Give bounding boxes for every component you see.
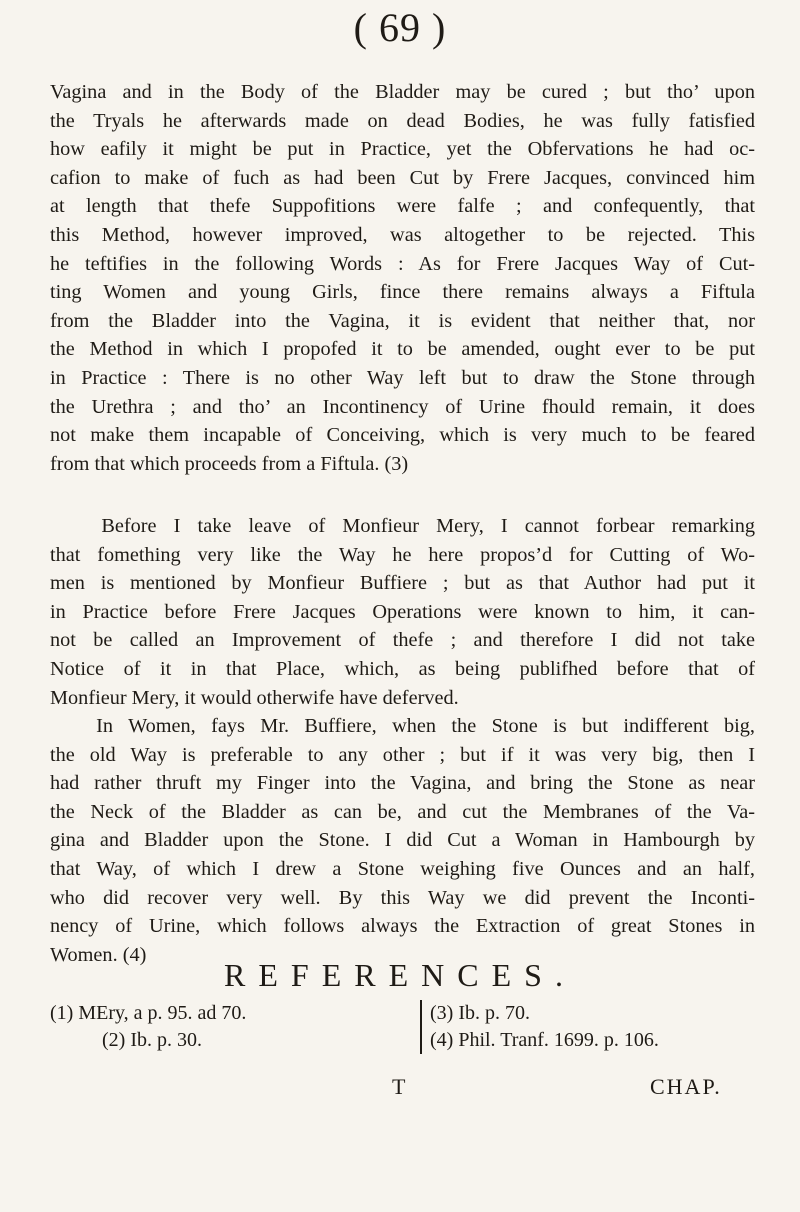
text-line: nency of Urine, which follows always the Extraction of great Stones in: [50, 915, 755, 938]
text-line: how eafily it might be put in Practice, yet the Obfervations he had oc-: [50, 138, 755, 161]
text-line: who did recover very well. By this Way we did prevent the Inconti-: [50, 886, 755, 909]
paragraph-2: [50, 512, 755, 712]
text-line: Before I take leave of Monfieur Mery, I cannot forbear remarking: [50, 515, 755, 537]
text-line: In Women, fays Mr. Buffiere, when the Stone is but indifferent big,: [50, 715, 755, 737]
reference-item: (2) Ib. p. 30.: [102, 1029, 202, 1051]
catchword: CHAP.: [650, 1074, 722, 1099]
text-line: not make them incapable of Conceiving, which is very much to be feared: [50, 424, 755, 447]
reference-item: (1) MEry, a p. 95. ad 70.: [50, 1002, 247, 1024]
text-line: the Tryals he afterwards made on dead Bodies, he was fully fatisfied: [50, 109, 755, 132]
reference-item: (3) Ib. p. 70.: [430, 1002, 530, 1024]
text-line: not be called an Improvement of thefe ; and therefore I did not take: [50, 629, 755, 652]
paragraph-3: [50, 712, 755, 969]
text-line: the Method in which I propofed it to be amended, ought ever to be put: [50, 338, 755, 361]
text-line: in Practice before Frere Jacques Operations were known to him, it can-: [50, 600, 755, 623]
text-line: ting Women and young Girls, fince there remains always a Fiftula: [50, 281, 755, 304]
reference-item: (4) Phil. Tranf. 1699. p. 106.: [430, 1029, 659, 1051]
signature-mark: T: [392, 1074, 406, 1099]
text-line: this Method, however improved, was altogether to be rejected. This: [50, 223, 755, 246]
text-line: that Way, of which I drew a Stone weighing five Ounces and an half,: [50, 857, 755, 880]
page-number: ( 69 ): [353, 5, 447, 50]
text-line: the Urethra ; and tho’ an Incontinency of Urine fhould remain, it does: [50, 395, 755, 418]
text-line: the old Way is preferable to any other ; but if it was very big, then I: [50, 743, 755, 766]
text-line: that fomething very like the Way he here propos’d for Cutting of Wo-: [50, 543, 755, 566]
references-right-column: [420, 1000, 760, 1054]
references-left-column: [50, 1000, 380, 1054]
text-line: from that which proceeds from a Fiftula. (3): [50, 452, 409, 475]
text-line: cafion to make of fuch as had been Cut by Frere Jacques, convinced him: [50, 166, 755, 189]
text-line: from the Bladder into the Vagina, it is evident that neither that, nor: [50, 309, 755, 332]
text-line: the Neck of the Bladder as can be, and cut the Membranes of the Va-: [50, 800, 755, 823]
references-heading: REFERENCES.: [224, 957, 576, 993]
text-line: in Practice : There is no other Way left but to draw the Stone through: [50, 366, 755, 389]
text-line: Notice of it in that Place, which, as being publifhed before that of: [50, 657, 755, 680]
text-line: Monfieur Mery, it would otherwife have deferved.: [50, 686, 459, 709]
text-line: Vagina and in the Body of the Bladder may be cured ; but tho’ upon: [50, 81, 755, 103]
paragraph-1: [50, 78, 755, 478]
text-line: at length that thefe Suppofitions were falfe ; and confequently, that: [50, 195, 755, 218]
text-line: had rather thruft my Finger into the Vagina, and bring the Stone as near: [50, 772, 755, 795]
text-line: Women. (4): [50, 943, 147, 966]
text-line: he teftifies in the following Words : As for Frere Jacques Way of Cut-: [50, 252, 755, 275]
text-line: men is mentioned by Monfieur Buffiere ; but as that Author had put it: [50, 572, 755, 595]
text-line: gina and Bladder upon the Stone. I did Cut a Woman in Hambourgh by: [50, 829, 755, 852]
